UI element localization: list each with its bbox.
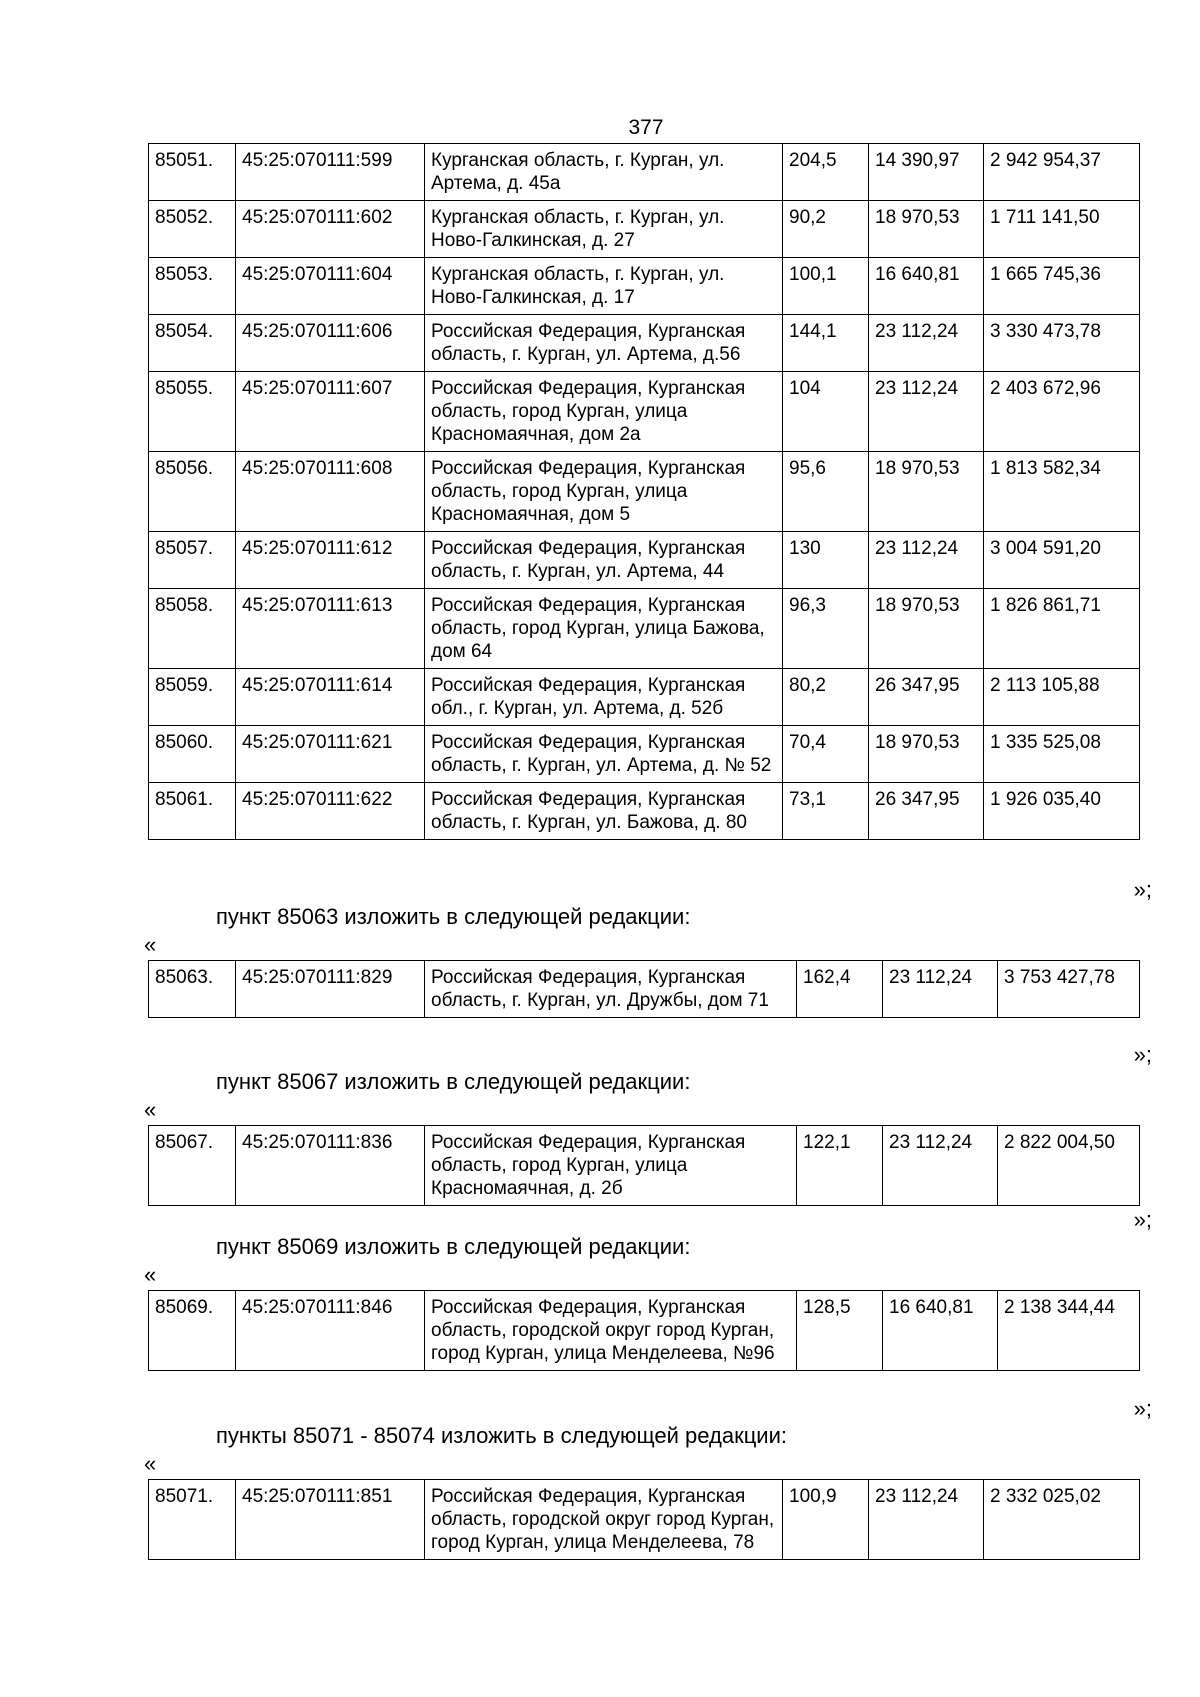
area: 90,2	[783, 201, 869, 258]
clause-text-85067: пункт 85067 изложить в следующей редакции:	[216, 1069, 691, 1094]
opening-quote: «	[144, 932, 157, 957]
table-row	[149, 532, 1140, 589]
row-number: 85055.	[149, 372, 236, 452]
cadastral-value: 1 926 035,40	[984, 783, 1140, 840]
rate: 26 347,95	[869, 669, 984, 726]
closing-quote: »;	[1133, 877, 1152, 902]
row-number: 85052.	[149, 201, 236, 258]
area: 96,3	[783, 589, 869, 669]
address: Российская Федерация, Курганская область, город Курган, улица Красномаячная, дом 5	[425, 452, 783, 532]
rate: 18 970,53	[869, 726, 984, 783]
cadastral-number: 45:25:070111:829	[236, 961, 425, 1018]
registry-table-85067	[148, 1125, 1140, 1206]
rate: 18 970,53	[869, 452, 984, 532]
table-row	[149, 1291, 1140, 1371]
address: Российская Федерация, Курганская область, г. Курган, ул. Артема, д.56	[425, 315, 783, 372]
address: Российская Федерация, Курганская область, г. Курган, ул. Дружбы, дом 71	[425, 961, 797, 1018]
closing-quote: »;	[1133, 1042, 1152, 1067]
clause-text-85063: пункт 85063 изложить в следующей редакции:	[216, 904, 691, 929]
rate: 16 640,81	[869, 258, 984, 315]
table-row	[149, 961, 1140, 1018]
clause-text-85069: пункт 85069 изложить в следующей редакции:	[216, 1234, 691, 1259]
row-number: 85069.	[149, 1291, 236, 1371]
table-row	[149, 201, 1140, 258]
address: Российская Федерация, Курганская область, г. Курган, ул. Бажова, д. 80	[425, 783, 783, 840]
cadastral-number: 45:25:070111:602	[236, 201, 425, 258]
address: Российская Федерация, Курганская область, городской округ город Курган, город Курган, улица Менделеева, №96	[425, 1291, 797, 1371]
row-number: 85053.	[149, 258, 236, 315]
table-row	[149, 258, 1140, 315]
opening-quote: «	[144, 1451, 157, 1476]
cadastral-number: 45:25:070111:604	[236, 258, 425, 315]
rate: 23 112,24	[883, 1126, 998, 1206]
row-number: 85061.	[149, 783, 236, 840]
area: 70,4	[783, 726, 869, 783]
rate: 26 347,95	[869, 783, 984, 840]
address: Российская Федерация, Курганская область, г. Курган, ул. Артема, д. № 52	[425, 726, 783, 783]
address: Российская Федерация, Курганская обл., г. Курган, ул. Артема, д. 52б	[425, 669, 783, 726]
row-number: 85057.	[149, 532, 236, 589]
address: Российская Федерация, Курганская область, город Курган, улица Красномаячная, дом 2а	[425, 372, 783, 452]
clause-text-85071-85074: пункты 85071 - 85074 изложить в следующей редакции:	[216, 1423, 788, 1448]
row-number: 85059.	[149, 669, 236, 726]
closing-quote: »;	[1133, 1396, 1152, 1421]
registry-table-85063	[148, 960, 1140, 1018]
area: 128,5	[797, 1291, 883, 1371]
area: 162,4	[797, 961, 883, 1018]
rate: 23 112,24	[883, 961, 998, 1018]
cadastral-value: 1 711 141,50	[984, 201, 1140, 258]
rate: 18 970,53	[869, 201, 984, 258]
table-row	[149, 144, 1140, 201]
cadastral-number: 45:25:070111:607	[236, 372, 425, 452]
registry-table-85071	[148, 1479, 1140, 1560]
address: Курганская область, г. Курган, ул. Ново-Галкинская, д. 27	[425, 201, 783, 258]
registry-table-main	[148, 143, 1140, 840]
area: 122,1	[797, 1126, 883, 1206]
rate: 16 640,81	[883, 1291, 998, 1371]
cadastral-number: 45:25:070111:621	[236, 726, 425, 783]
row-number: 85056.	[149, 452, 236, 532]
area: 73,1	[783, 783, 869, 840]
row-number: 85058.	[149, 589, 236, 669]
row-number: 85067.	[149, 1126, 236, 1206]
row-number: 85051.	[149, 144, 236, 201]
rate: 18 970,53	[869, 589, 984, 669]
rate: 23 112,24	[869, 532, 984, 589]
cadastral-value: 1 813 582,34	[984, 452, 1140, 532]
closing-quote: »;	[1133, 1207, 1152, 1232]
cadastral-value: 2 403 672,96	[984, 372, 1140, 452]
rate: 23 112,24	[869, 372, 984, 452]
cadastral-number: 45:25:070111:836	[236, 1126, 425, 1206]
registry-table-85069	[148, 1290, 1140, 1371]
page-number: 377	[628, 116, 664, 139]
area: 104	[783, 372, 869, 452]
cadastral-value: 2 113 105,88	[984, 669, 1140, 726]
table-row	[149, 315, 1140, 372]
cadastral-value: 1 665 745,36	[984, 258, 1140, 315]
table-row	[149, 589, 1140, 669]
cadastral-value: 3 753 427,78	[998, 961, 1140, 1018]
row-number: 85060.	[149, 726, 236, 783]
rate: 23 112,24	[869, 1480, 984, 1560]
table-row	[149, 669, 1140, 726]
cadastral-number: 45:25:070111:608	[236, 452, 425, 532]
row-number: 85063.	[149, 961, 236, 1018]
cadastral-number: 45:25:070111:606	[236, 315, 425, 372]
cadastral-value: 2 942 954,37	[984, 144, 1140, 201]
area: 100,9	[783, 1480, 869, 1560]
cadastral-value: 3 330 473,78	[984, 315, 1140, 372]
address: Российская Федерация, Курганская область, г. Курган, ул. Артема, 44	[425, 532, 783, 589]
area: 95,6	[783, 452, 869, 532]
cadastral-value: 1 826 861,71	[984, 589, 1140, 669]
table-row	[149, 452, 1140, 532]
cadastral-value: 2 138 344,44	[998, 1291, 1140, 1371]
table-row	[149, 372, 1140, 452]
address: Российская Федерация, Курганская область, городской округ город Курган, город Курган, улица Менделеева, 78	[425, 1480, 783, 1560]
table-row	[149, 1126, 1140, 1206]
row-number: 85054.	[149, 315, 236, 372]
opening-quote: «	[144, 1097, 157, 1122]
area: 204,5	[783, 144, 869, 201]
cadastral-value: 1 335 525,08	[984, 726, 1140, 783]
cadastral-value: 3 004 591,20	[984, 532, 1140, 589]
opening-quote: «	[144, 1262, 157, 1287]
cadastral-number: 45:25:070111:851	[236, 1480, 425, 1560]
cadastral-number: 45:25:070111:614	[236, 669, 425, 726]
area: 130	[783, 532, 869, 589]
address: Российская Федерация, Курганская область, город Курган, улица Красномаячная, д. 2б	[425, 1126, 797, 1206]
rate: 14 390,97	[869, 144, 984, 201]
cadastral-number: 45:25:070111:846	[236, 1291, 425, 1371]
table-row	[149, 1480, 1140, 1560]
address: Российская Федерация, Курганская область, город Курган, улица Бажова, дом 64	[425, 589, 783, 669]
area: 100,1	[783, 258, 869, 315]
area: 144,1	[783, 315, 869, 372]
rate: 23 112,24	[869, 315, 984, 372]
area: 80,2	[783, 669, 869, 726]
cadastral-number: 45:25:070111:599	[236, 144, 425, 201]
table-row	[149, 783, 1140, 840]
address: Курганская область, г. Курган, ул. Ново-Галкинская, д. 17	[425, 258, 783, 315]
cadastral-number: 45:25:070111:622	[236, 783, 425, 840]
cadastral-number: 45:25:070111:613	[236, 589, 425, 669]
table-row	[149, 726, 1140, 783]
address: Курганская область, г. Курган, ул. Артема, д. 45а	[425, 144, 783, 201]
cadastral-value: 2 822 004,50	[998, 1126, 1140, 1206]
cadastral-number: 45:25:070111:612	[236, 532, 425, 589]
row-number: 85071.	[149, 1480, 236, 1560]
cadastral-value: 2 332 025,02	[984, 1480, 1140, 1560]
